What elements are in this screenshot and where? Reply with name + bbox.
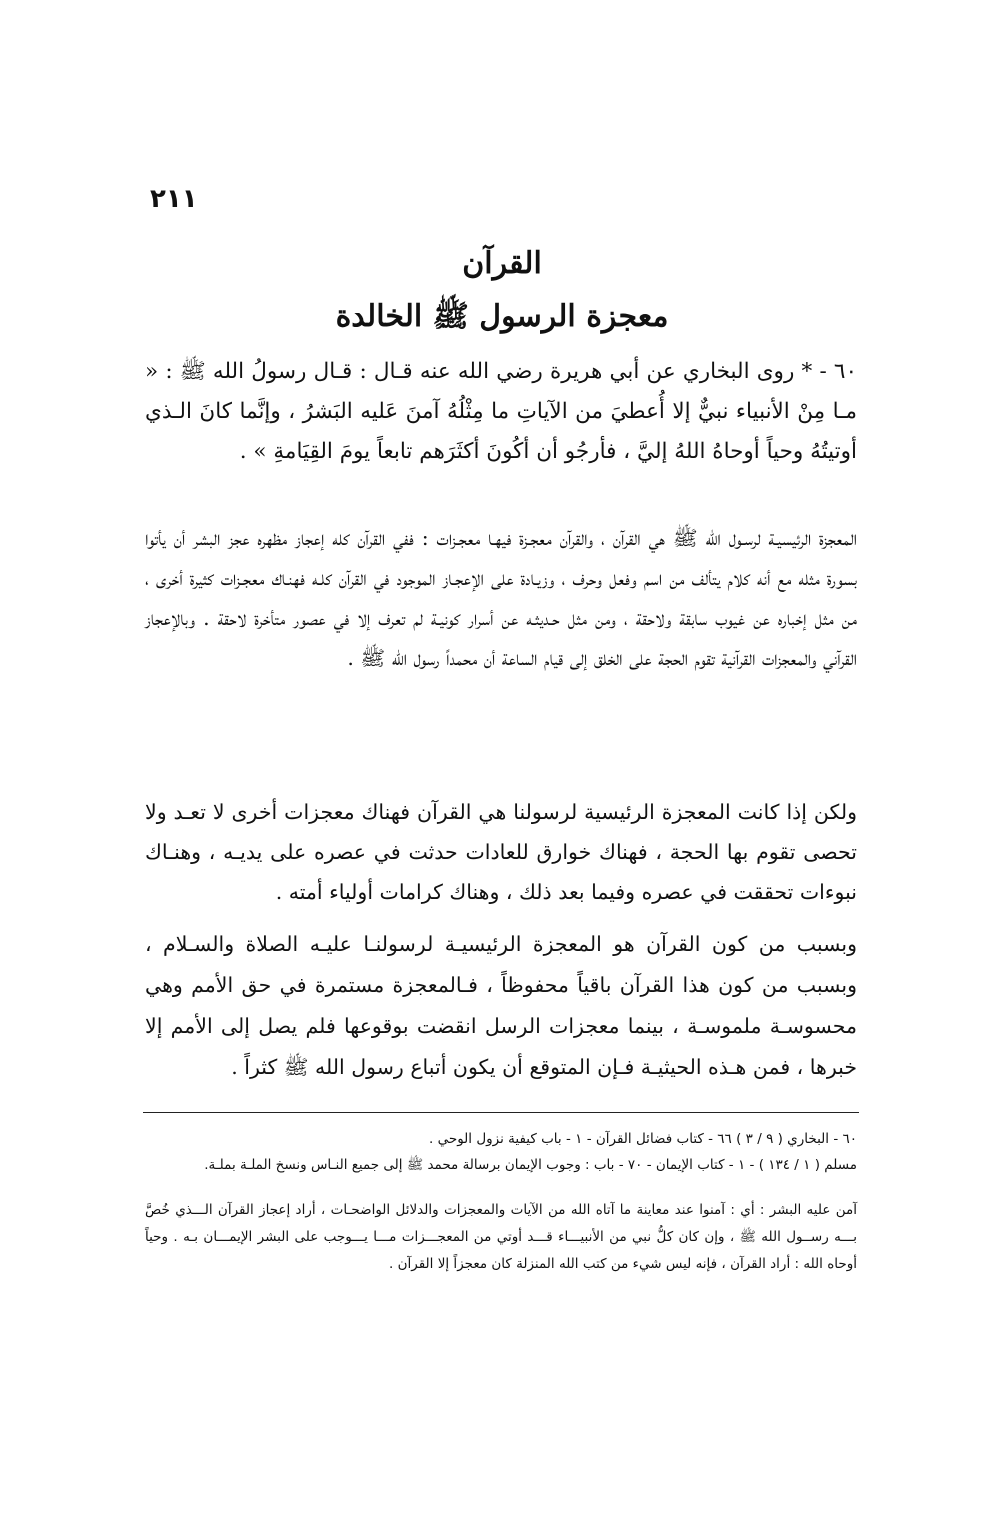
chapter-title: القرآن	[462, 246, 542, 281]
footnote-divider	[143, 1112, 859, 1113]
page-number: ٢١١	[150, 184, 198, 214]
footnote-3: آمن عليه البشر : أي : آمنوا عند معاينة ما آتاه الله من الآيات والمعجزات والدلائل الواضحـات ، أراد إعجاز القرآن الـــذي خُصَّ بـــه رســول الله ﷺ ، وإن كان كلُّ نبي من الأنبيـــاء قـــد أوتي من المعجـــزات مـــا يـــوجب على البشر الإيمـــان بـه . وحياً أوحاه الله : أراد القرآن ، فإنه ليس شيء من كتب الله المنزلة كان معجزاً إلا القرآن .	[145, 1202, 857, 1272]
footnote-1: ٦٠ - البخاري ( ٩ / ٣ ) ٦٦ - كتاب فضائل القرآن - ١ - باب كيفية نزول الوحي .	[429, 1131, 857, 1147]
body-paragraph-2: ولكن إذا كانت المعجزة الرئيسية لرسولنا هي القرآن فهناك معجزات أخرى لا تعـد ولا تحصى تقوم بها الحجة ، فهناك خوارق للعادات حدثت في عصره على يديـه ، وهنـاك نبوءات تحققت في عصره وفيما بعد ذلك ، وهناك كرامات أولياء أمته .	[145, 800, 857, 904]
body-paragraph-3: وبسبب من كون القرآن هو المعجزة الرئيسيـة لرسولنـا عليـه الصلاة والسـلام ، وبسبب من كون هذا القرآن باقياً محفوظاً ، فـالمعجزة مستمرة في حق الأمم وهي محسوسـة ملموسـة ، بينما معجزات الرسل انقضت بوقوعها فلم يصل إلى الأمم إلا خبرها ، فمن هـذه الحيثيـة فـإن المتوقع أن يكون أتباع رسول الله ﷺ كثراً .	[145, 932, 857, 1079]
chapter-subtitle: معجزة الرسول ﷺ الخالدة	[335, 299, 669, 334]
hadith-text: ٦٠ - * روى البخاري عن أبي هريرة رضي الله عنه قـال : قـال رسولُ الله ﷺ : « مـا مِنْ الأنبياء نبيٌّ إلا أُعطيَ من الآياتِ ما مِثْلُهُ آمنَ عَليه البَشرُ ، وإنَّما كانَ الـذي أوتيتُهُ وحياً أوحاهُ اللهُ إليَّ ، فأرجُو أن أكُونَ أكثَرَهم تابعاً يومَ القِيَامةِ » .	[145, 359, 857, 464]
footnote-2: مسلم ( ١ / ١٣٤ ) - ١ - كتاب الإيمان - ٧٠ - باب : وجوب الإيمان برسالة محمد ﷺ إلى جميع النـاس ونسخ الملـة بملـة.	[204, 1157, 857, 1173]
body-paragraph-1: المعجزة الرئيسيـة لرسـول الله ﷺ هي القرآن ، والقرآن معجـزة فيهـا معجـزات : ففي القرآن كله إعجاز مظهره عجز البشر أن يأتوا بسورة مثله مع أنه كلام يتألف من اسم وفعل وحرف ، وزيـادة على الإعجـاز الموجود في القرآن كلـه فهنـاك معجـزات كثيرة أخرى ، من مثل إخباره عن غيوب سابقة ولاحقة ، ومن مثل حـديثـه عن أسرار كونيـة لم تعرف إلا في عصور متأخرة لاحقة . وبالإعجاز القرآني والمعجزات القرآنية تقوم الحجة على الخلق إلى قيام الساعة أن محمداً رسول الله ﷺ .	[145, 526, 857, 670]
